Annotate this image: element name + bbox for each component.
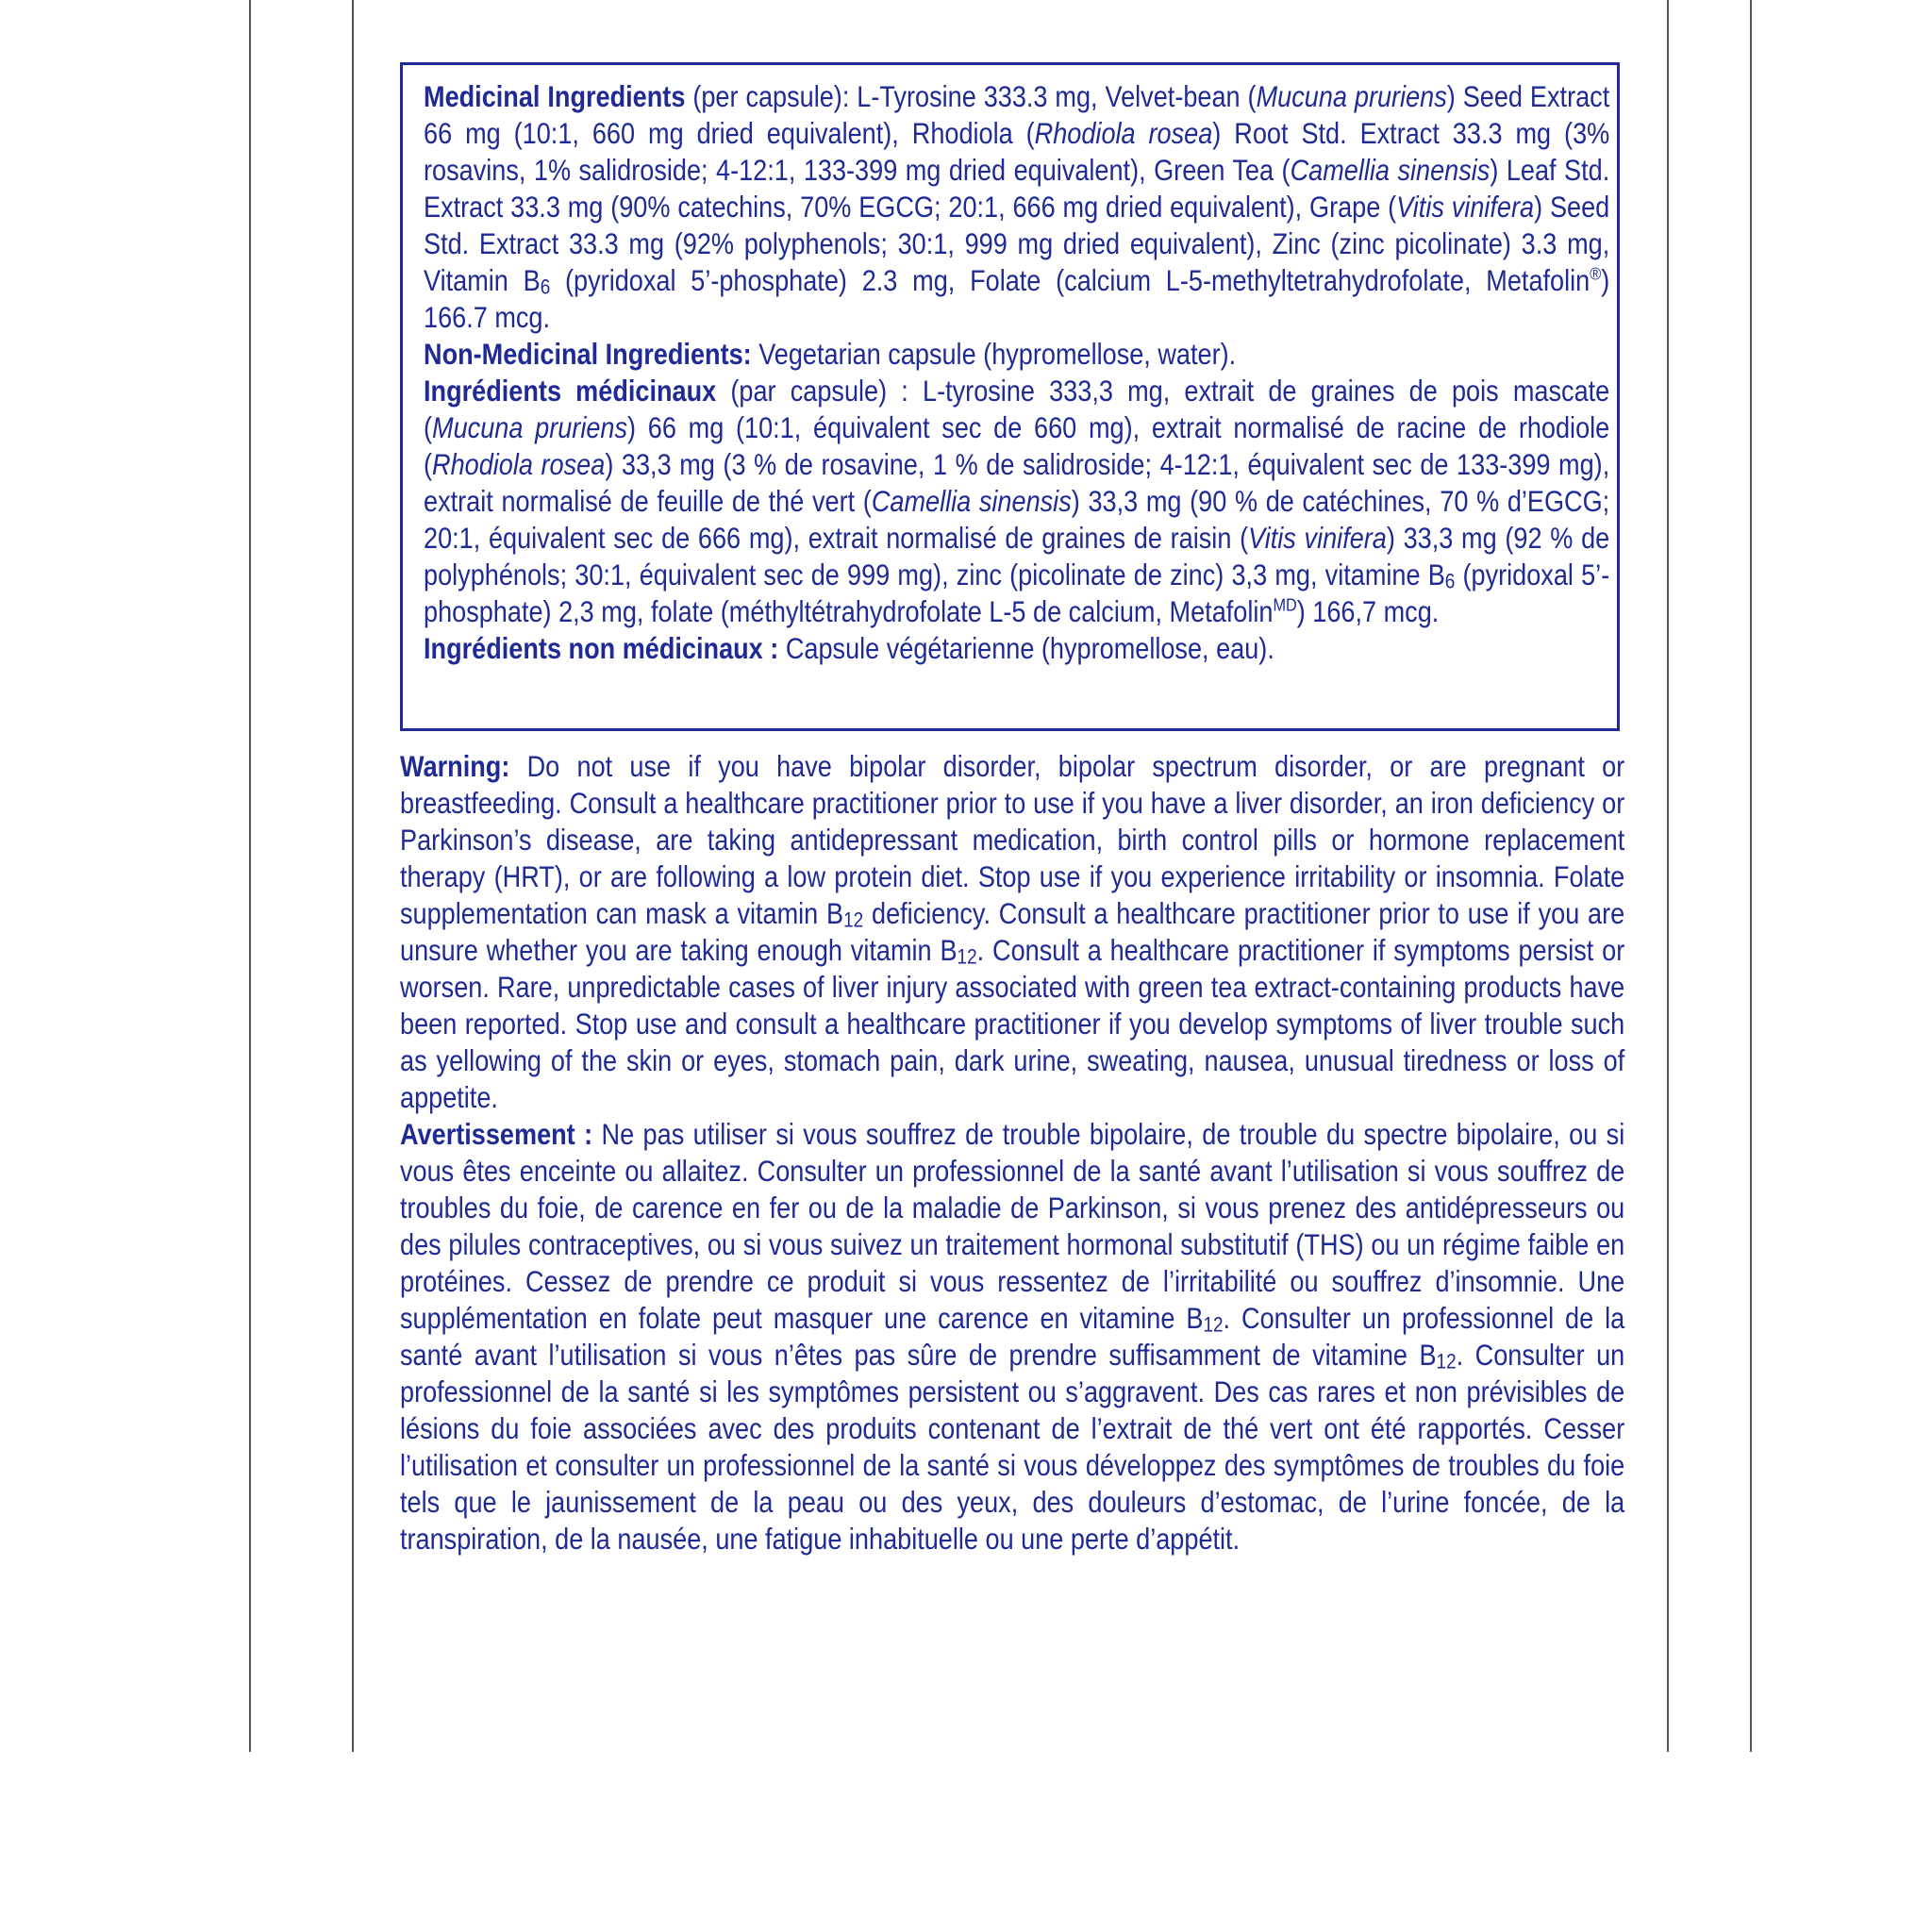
text-run: . Consulter un professionnel de la santé si les symptômes persistent ou s’aggravent. Des cas rares et non prévisibles de lésions du foie associées avec des produits contenant de l’extrait de thé vert ont été rapportés. Cesser l’utilisation et consulter un professionnel de la santé si vous développez des symptômes de troubles du foie tels que le jaunissement de la peau ou des yeux, des douleurs d’estomac, de l’urine foncée, de la transpiration, de la nausée, une fatigue inhabituelle ou une perte d’appétit. <box>400 1338 1625 1556</box>
subscript: 12 <box>843 908 864 932</box>
text-run: Do not use if you have bipolar disorder, bipolar spectrum disorder, or are pregnant or breastfeeding. Consult a healthcare practitioner prior to use if you have a liver disorder, an iron deficiency or Parkinson’s disease, are taking antidepressant medication, birth control pills or hormone replacement therapy (HRT), or are following a low protein diet. Stop use if you experience irritability or insomnia. Folate supplementation can mask a vitamin B <box>400 749 1625 930</box>
text-run: (per capsule): L-Tyrosine 333.3 mg, Velvet-bean ( <box>685 79 1257 113</box>
text-run: (pyridoxal 5’-phosphate) 2,3 mg, folate (méthyltétrahydrofolate L-5 de calcium, Metafolin <box>424 558 1610 628</box>
latin-name: Rhodiola rosea <box>1034 116 1213 150</box>
text-run: ) 66 mg (10:1, équivalent sec de 660 mg), extrait normalisé de racine de rhodiole ( <box>424 410 1610 481</box>
subscript: 6 <box>1444 569 1456 593</box>
panel-line-inner-right <box>1667 0 1669 1752</box>
latin-name: Vitis vinifera <box>1248 521 1387 555</box>
panel-line-inner-left <box>352 0 354 1752</box>
medicinal-ingredients-en-label: Medicinal Ingredients <box>424 79 686 113</box>
text-run: . Consult a healthcare practitioner if symptoms persist or worsen. Rare, unpredictable cases of liver injury associated with green tea extract-containing products have been reported. Stop use and consult a healthcare practitioner if you develop symptoms of liver trouble such as yellowing of the skin or eyes, stomach pain, dark urine, sweating, nausea, unusual tiredness or loss of appetite. <box>400 933 1625 1114</box>
non-medicinal-ingredients-fr-label: Ingrédients non médicinaux : <box>424 631 779 665</box>
latin-name: Camellia sinensis <box>1290 153 1491 187</box>
subscript: 6 <box>540 275 551 299</box>
text-run: ) Seed Extract 66 mg (10:1, 660 mg dried equivalent), Rhodiola ( <box>424 79 1610 150</box>
non-medicinal-ingredients-en-label: Non-Medicinal Ingredients: <box>424 337 752 371</box>
text-run: ) Leaf Std. Extract 33.3 mg (90% catechins, 70% EGCG; 20:1, 666 mg dried equivalent), Grape ( <box>424 153 1610 224</box>
warning-fr-label: Avertissement : <box>400 1117 593 1151</box>
superscript: MD <box>1273 595 1297 616</box>
text-run: ) Root Std. Extract 33.3 mg (3% rosavins, 1% salidroside; 4-12:1, 133-399 mg dried equivalent), Green Tea ( <box>424 116 1610 187</box>
text-run: deficiency. Consult a healthcare practitioner prior to use if you are unsure whether you are taking enough vitamin B <box>400 896 1625 967</box>
text-run: ) 33,3 mg (3 % de rosavine, 1 % de salidroside; 4-12:1, équivalent sec de 133-399 mg), extrait normalisé de feuille de thé vert ( <box>424 447 1610 518</box>
latin-name: Mucuna pruriens <box>432 410 628 444</box>
text-run: . Consulter un professionnel de la santé avant l’utilisation si vous n’êtes pas sûre de prendre suffisamment de vitamine B <box>400 1301 1625 1372</box>
superscript: ® <box>1590 264 1602 285</box>
text-run: ) 33,3 mg (92 % de polyphénols; 30:1, équivalent sec de 999 mg), zinc (picolinate de zinc) 3,3 mg, vitamine B <box>424 521 1610 591</box>
latin-name: Rhodiola rosea <box>432 447 606 481</box>
ingredients-box <box>400 62 1620 731</box>
subscript: 12 <box>957 944 977 969</box>
text-run: (pyridoxal 5’-phosphate) 2.3 mg, Folate (calcium L-5-methyltetrahydrofolate, Metafolin <box>550 263 1591 297</box>
text-run: ) 166,7 mcg. <box>1296 594 1440 628</box>
non-medicinal-ingredients-fr <box>424 630 1609 667</box>
text-run: ) 166.7 mcg. <box>424 263 1610 334</box>
text-run: Vegetarian capsule (hypromellose, water). <box>751 337 1237 371</box>
text-run: (par capsule) : L-tyrosine 333,3 mg, extrait de graines de pois mascate ( <box>424 374 1610 444</box>
warning-en-label: Warning: <box>400 749 510 783</box>
warnings-section <box>400 748 1624 1557</box>
medicinal-ingredients-en <box>424 78 1609 336</box>
text-run: Capsule végétarienne (hypromellose, eau). <box>778 631 1274 665</box>
latin-name: Camellia sinensis <box>871 484 1072 518</box>
subscript: 12 <box>1436 1349 1457 1374</box>
panel-line-outer-left <box>249 0 251 1752</box>
text-run: ) Seed Std. Extract 33.3 mg (92% polyphenols; 30:1, 999 mg dried equivalent), Zinc (zinc picolinate) 3.3 mg, Vitamin B <box>424 190 1610 297</box>
panel-line-outer-right <box>1750 0 1752 1752</box>
latin-name: Mucuna pruriens <box>1256 79 1447 113</box>
latin-name: Vitis vinifera <box>1396 190 1535 224</box>
medicinal-ingredients-fr-label: Ingrédients médicinaux <box>424 374 717 408</box>
non-medicinal-ingredients-en <box>424 336 1609 373</box>
warning-fr <box>400 1116 1624 1557</box>
text-run: Ne pas utiliser si vous souffrez de trouble bipolaire, de trouble du spectre bipolaire, ou si vous êtes enceinte ou allaitez. Consulter un professionnel de la santé avant l’utilisation si vous souffrez de troubles du foie, de carence en fer ou de la maladie de Parkinson, si vous prenez des antidépresseurs ou des pilules contraceptives, ou si vous suivez un traitement hormonal substitutif (THS) ou un régime faible en protéines. Cessez de prendre ce produit si vous ressentez de l’irritabilité ou souffrez d’insomnie. Une supplémentation en folate peut masquer une carence en vitamine B <box>400 1117 1625 1335</box>
subscript: 12 <box>1203 1312 1224 1337</box>
text-run: ) 33,3 mg (90 % de catéchines, 70 % d’EGCG; 20:1, équivalent sec de 666 mg), extrait normalisé de graines de raisin ( <box>424 484 1610 555</box>
warning-en <box>400 748 1624 1116</box>
medicinal-ingredients-fr <box>424 373 1609 630</box>
